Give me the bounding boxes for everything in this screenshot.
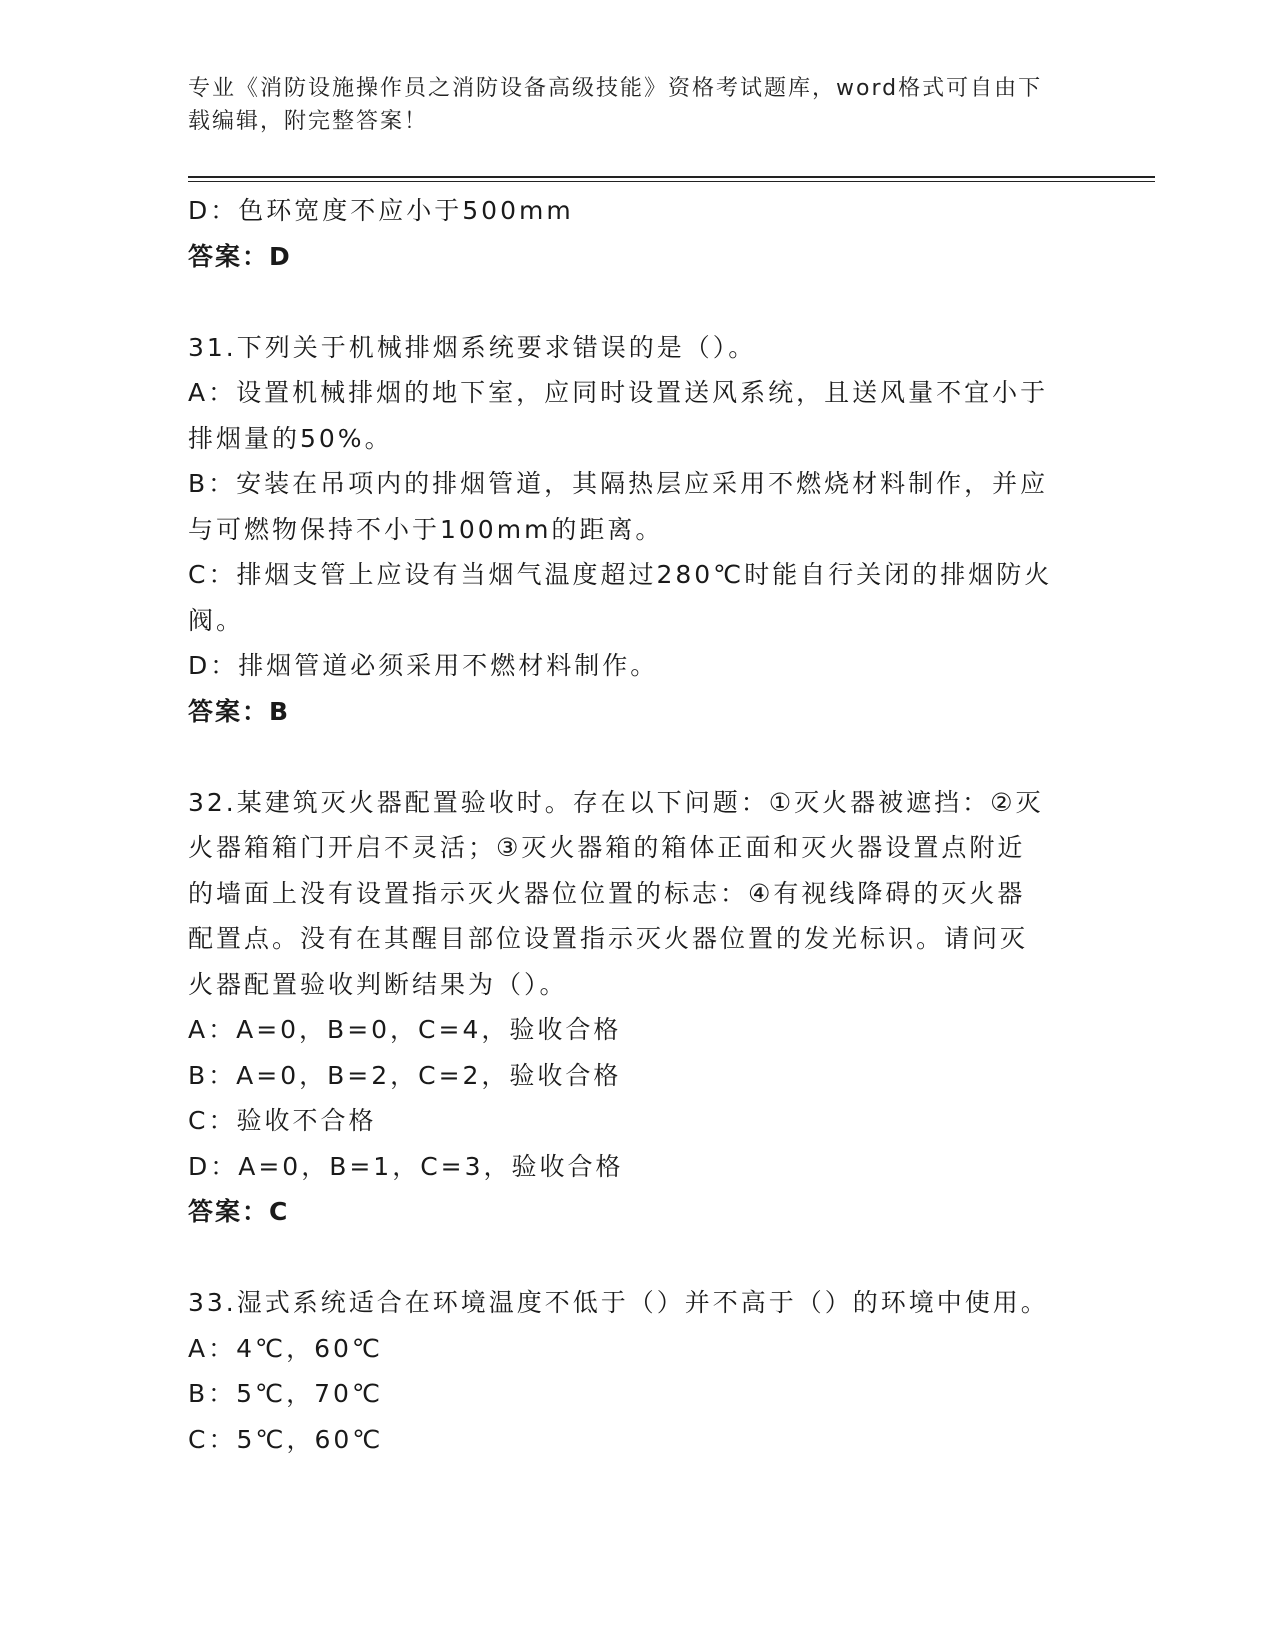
- spacer: [188, 1235, 1088, 1281]
- q32-option-d: D：A=0，B=1，C=3，验收合格: [188, 1151, 624, 1181]
- prev-answer: 答案：D: [188, 241, 292, 271]
- q31-option-d: D：排烟管道必须采用不燃材料制作。: [188, 651, 659, 680]
- question-body: [188, 188, 1088, 1462]
- header-line-1: 专业《消防设施操作员之消防设备高级技能》资格考试题库，word格式可自由下: [188, 76, 1043, 101]
- q32-option-c: C：验收不合格: [188, 1106, 377, 1135]
- q31-option-c-line2: 阀。: [188, 605, 245, 635]
- q31-option-b-line2: 与可燃物保持不小于100mm的距离。: [188, 514, 664, 544]
- q32-stem-line1: 32.某建筑灭火器配置验收时。存在以下问题：①灭火器被遮挡：②灭: [188, 787, 1044, 817]
- q32-option-a: A：A=0，B=0，C=4，验收合格: [188, 1015, 622, 1044]
- page-header: [188, 72, 1068, 138]
- q31-option-a-line2: 排烟量的50%。: [188, 423, 393, 453]
- header-line-2: 载编辑，附完整答案！: [188, 109, 429, 134]
- q31-option-a-line1: A：设置机械排烟的地下室，应同时设置送风系统，且送风量不宜小于: [188, 378, 1049, 407]
- spacer: [188, 734, 1088, 780]
- q32-stem-line2: 火器箱箱门开启不灵活；③灭火器箱的箱体正面和灭火器设置点附近: [188, 833, 1026, 862]
- header-rule-thick: [188, 176, 1155, 178]
- q33-option-c: C：5℃，60℃: [188, 1424, 384, 1454]
- q31-option-b-line1: B：安装在吊项内的排烟管道，其隔热层应采用不燃烧材料制作，并应: [188, 469, 1049, 498]
- q31-answer: 答案：B: [188, 696, 291, 726]
- q32-option-b: B：A=0，B=2，C=2，验收合格: [188, 1060, 622, 1090]
- q31-stem: 31.下列关于机械排烟系统要求错误的是（）。: [188, 332, 757, 362]
- prev-option-d: D：色环宽度不应小于500mm: [188, 196, 574, 225]
- q32-stem-line4: 配置点。没有在其醒目部位设置指示灭火器位置的发光标识。请问灭: [188, 924, 1029, 953]
- q32-stem-line3: 的墙面上没有设置指示灭火器位位置的标志：④有视线降碍的灭火器: [188, 878, 1026, 908]
- q33-stem: 33.湿式系统适合在环境温度不低于（）并不高于（）的环境中使用。: [188, 1288, 1049, 1317]
- q33-option-a: A：4℃，60℃: [188, 1333, 383, 1363]
- q32-stem-line5: 火器配置验收判断结果为（）。: [188, 969, 568, 999]
- q31-option-c-line1: C：排烟支管上应设有当烟气温度超过280℃时能自行关闭的排烟防火: [188, 560, 1053, 589]
- q32-answer: 答案：C: [188, 1197, 290, 1226]
- q33-option-b: B：5℃，70℃: [188, 1379, 384, 1408]
- spacer: [188, 279, 1088, 325]
- header-rule-thin: [188, 181, 1155, 182]
